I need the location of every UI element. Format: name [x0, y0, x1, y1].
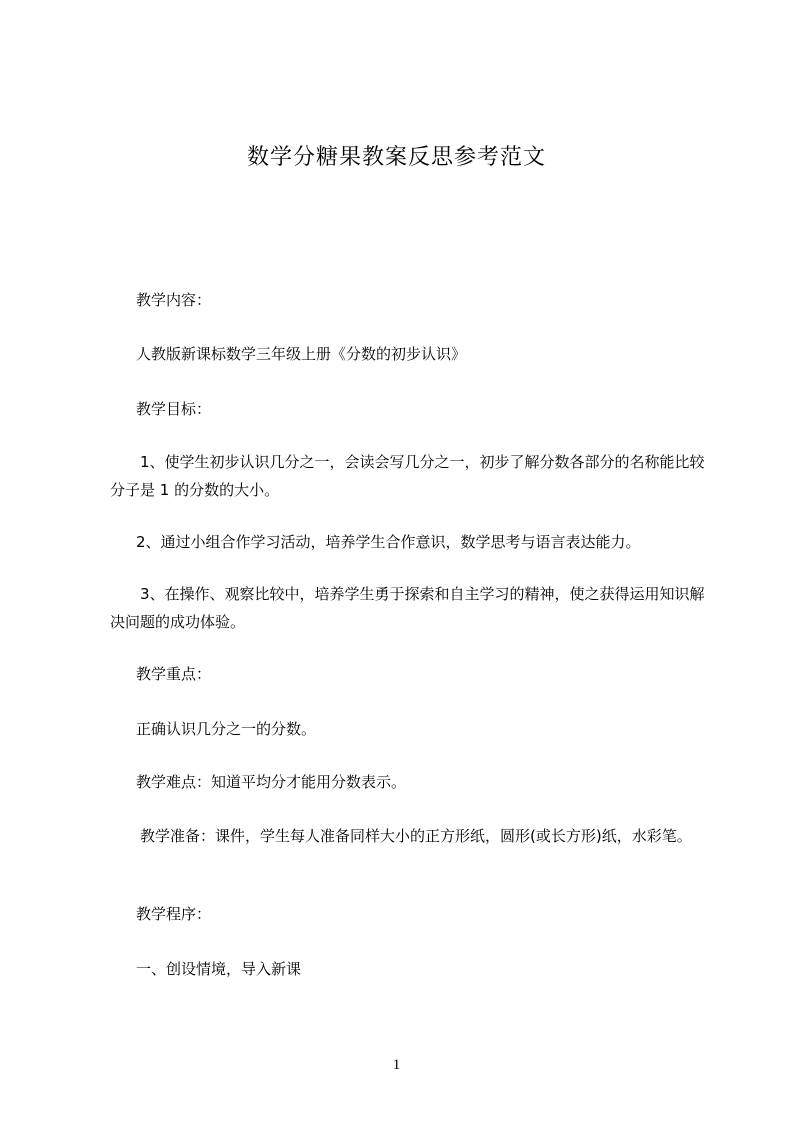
page-number: 1 — [392, 1057, 401, 1073]
paragraph-goal-2: 2、通过小组合作学习活动，培养学生合作意识，数学思考与语言表达能力。 — [136, 533, 641, 551]
paragraph-goal-1: 1、使学生初步认识几分之一，会读会写几分之一，初步了解分数各部分的名称能比较分子是 1 的分数的大小。 — [110, 453, 705, 499]
document-title: 数学分糖果教案反思参考范文 — [246, 145, 546, 170]
paragraph-difficulty: 教学难点：知道平均分才能用分数表示。 — [136, 773, 407, 791]
paragraph-section-1: 一、创设情境，导入新课 — [136, 960, 302, 978]
paragraph-teaching-goals-heading: 教学目标： — [136, 400, 212, 418]
paragraph-teaching-content-heading: 教学内容： — [136, 291, 212, 309]
paragraph-preparation: 教学准备：课件，学生每人准备同样大小的正方形纸，圆形(或长方形)纸，水彩笔。 — [140, 827, 692, 845]
paragraph-key-points-heading: 教学重点： — [136, 665, 212, 683]
paragraph-goal-3: 3、在操作、观察比较中，培养学生勇于探索和自主学习的精神，使之获得运用知识解决问题的成功体验。 — [110, 585, 705, 631]
paragraph-procedure-heading: 教学程序： — [136, 905, 212, 923]
paragraph-key-point: 正确认识几分之一的分数。 — [136, 720, 317, 738]
paragraph-textbook: 人教版新课标数学三年级上册《分数的初步认识》 — [136, 345, 467, 363]
